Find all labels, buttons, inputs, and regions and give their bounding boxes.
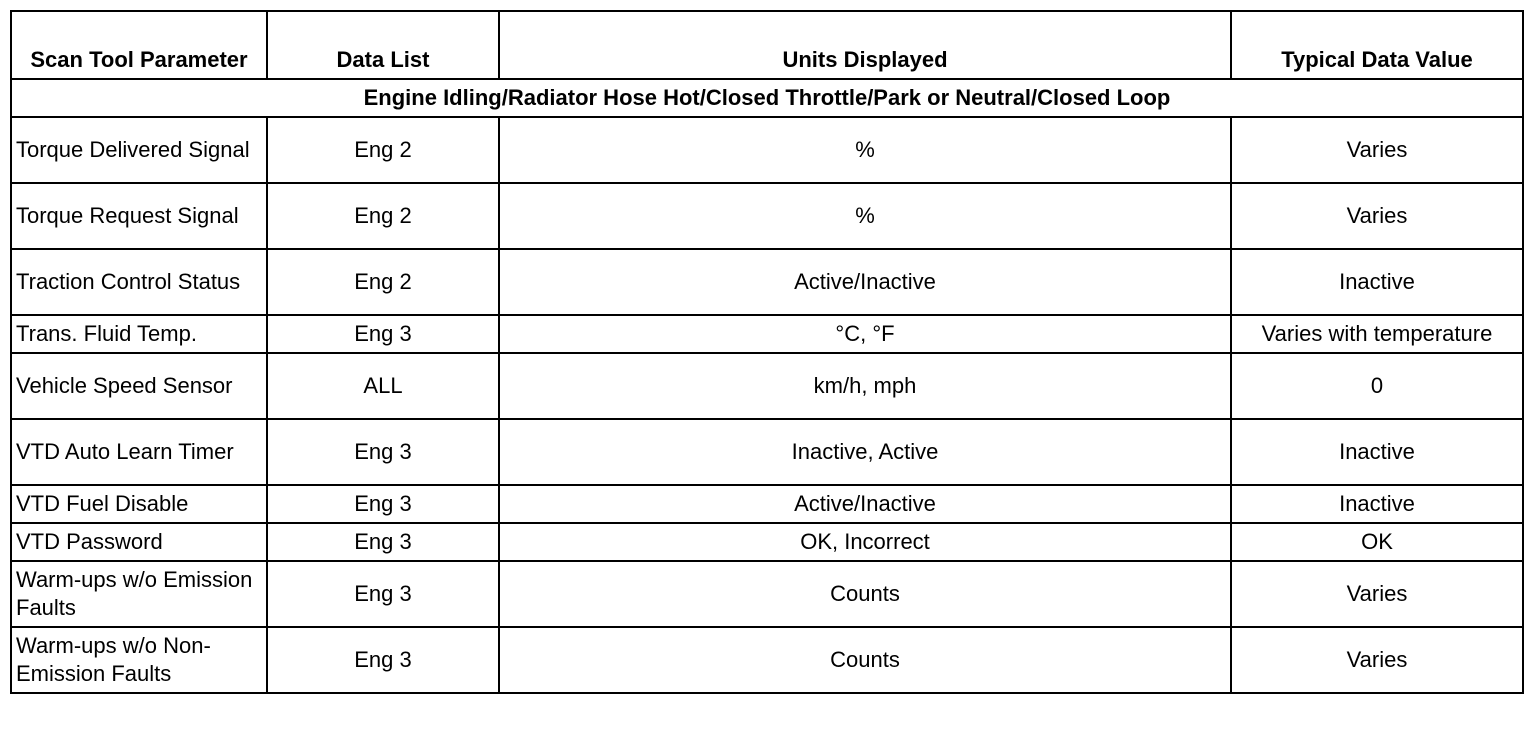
cell-data-list: Eng 2 bbox=[267, 117, 499, 183]
table-row bbox=[11, 315, 1523, 353]
header-row bbox=[11, 11, 1523, 79]
table-row bbox=[11, 523, 1523, 561]
header-units-displayed: Units Displayed bbox=[499, 11, 1231, 79]
cell-parameter: VTD Auto Learn Timer bbox=[11, 419, 267, 485]
cell-parameter: Warm-ups w/o Non-Emission Faults bbox=[11, 627, 267, 693]
table-row bbox=[11, 419, 1523, 485]
table-row bbox=[11, 117, 1523, 183]
cell-units: km/h, mph bbox=[499, 353, 1231, 419]
cell-units: % bbox=[499, 183, 1231, 249]
cell-parameter: Traction Control Status bbox=[11, 249, 267, 315]
section-row bbox=[11, 79, 1523, 117]
table-row bbox=[11, 627, 1523, 693]
cell-typical: OK bbox=[1231, 523, 1523, 561]
cell-typical: Inactive bbox=[1231, 249, 1523, 315]
header-parameter: Scan Tool Parameter bbox=[11, 11, 267, 79]
cell-typical: Varies bbox=[1231, 183, 1523, 249]
cell-data-list: Eng 3 bbox=[267, 561, 499, 627]
cell-typical: Varies bbox=[1231, 117, 1523, 183]
cell-units: % bbox=[499, 117, 1231, 183]
cell-units: °C, °F bbox=[499, 315, 1231, 353]
cell-units: Inactive, Active bbox=[499, 419, 1231, 485]
cell-typical: Varies bbox=[1231, 627, 1523, 693]
cell-parameter: VTD Fuel Disable bbox=[11, 485, 267, 523]
cell-data-list: ALL bbox=[267, 353, 499, 419]
cell-parameter: Vehicle Speed Sensor bbox=[11, 353, 267, 419]
cell-parameter: Trans. Fluid Temp. bbox=[11, 315, 267, 353]
cell-data-list: Eng 2 bbox=[267, 249, 499, 315]
cell-units: Counts bbox=[499, 561, 1231, 627]
header-data-list: Data List bbox=[267, 11, 499, 79]
cell-units: Active/Inactive bbox=[499, 249, 1231, 315]
cell-data-list: Eng 3 bbox=[267, 523, 499, 561]
table-row bbox=[11, 561, 1523, 627]
cell-typical: Varies with temperature bbox=[1231, 315, 1523, 353]
cell-typical: Varies bbox=[1231, 561, 1523, 627]
cell-data-list: Eng 3 bbox=[267, 627, 499, 693]
table-row bbox=[11, 485, 1523, 523]
table-row bbox=[11, 183, 1523, 249]
cell-parameter: VTD Password bbox=[11, 523, 267, 561]
scan-tool-data-sheet bbox=[10, 10, 1522, 694]
table-row bbox=[11, 353, 1523, 419]
cell-data-list: Eng 3 bbox=[267, 419, 499, 485]
table-row bbox=[11, 249, 1523, 315]
cell-typical: Inactive bbox=[1231, 419, 1523, 485]
cell-units: OK, Incorrect bbox=[499, 523, 1231, 561]
cell-data-list: Eng 3 bbox=[267, 315, 499, 353]
section-title: Engine Idling/Radiator Hose Hot/Closed Throttle/Park or Neutral/Closed Loop bbox=[11, 79, 1523, 117]
cell-parameter: Warm-ups w/o Emission Faults bbox=[11, 561, 267, 627]
scan-tool-data-table bbox=[10, 10, 1524, 694]
cell-parameter: Torque Delivered Signal bbox=[11, 117, 267, 183]
cell-data-list: Eng 2 bbox=[267, 183, 499, 249]
cell-data-list: Eng 3 bbox=[267, 485, 499, 523]
cell-typical: 0 bbox=[1231, 353, 1523, 419]
cell-typical: Inactive bbox=[1231, 485, 1523, 523]
header-typical-data-value: Typical Data Value bbox=[1231, 11, 1523, 79]
cell-parameter: Torque Request Signal bbox=[11, 183, 267, 249]
cell-units: Counts bbox=[499, 627, 1231, 693]
cell-units: Active/Inactive bbox=[499, 485, 1231, 523]
